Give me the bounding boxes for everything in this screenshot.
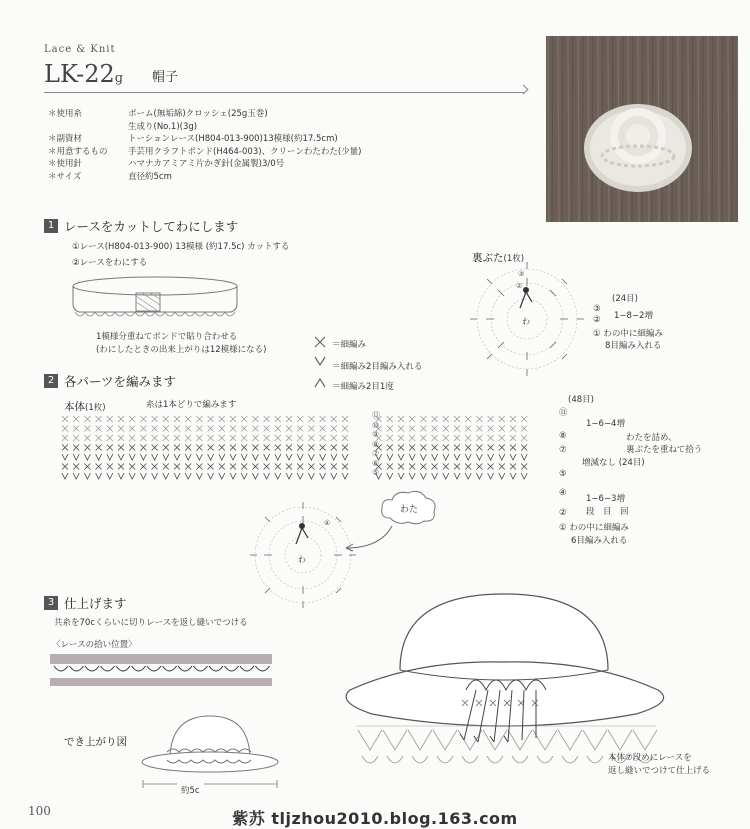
body-inc-top: 1−6−4増: [586, 419, 625, 429]
finished-label: でき上がり図: [64, 736, 127, 748]
row-label: ⑥: [372, 458, 380, 468]
step1-note2: (わにしたときの出来上がりは12模様になる): [96, 345, 267, 355]
step1-line1: ①レース(H804-013-900) 13模様 (約17.5c) カットする: [72, 242, 290, 252]
legend-dec: ＝細編み2目1度: [332, 382, 394, 392]
code-unit: g: [114, 71, 124, 86]
attach-note2: 返し縫いでつけて仕上げる: [608, 766, 711, 776]
body-chart: [56, 410, 556, 486]
step2-number: 2: [44, 374, 58, 388]
cotton-note1: わたを詰め、: [626, 433, 677, 443]
row-label: ⑧: [372, 439, 380, 449]
lid-title-text: 裏ぶた: [472, 252, 504, 264]
series-label: Lace & Knit: [44, 44, 116, 55]
row-label: ⑩: [372, 420, 380, 430]
legend-sc: ＝細編み: [332, 340, 367, 350]
lid-inc-note: 1−8−2増: [614, 311, 653, 321]
body-note: 糸は1本どりで編みます: [146, 400, 237, 410]
body-r1-note1: ① わの中に細編み: [559, 523, 629, 533]
body-step-row: 段 目 回: [586, 507, 629, 517]
lid-row2-label: ②: [516, 282, 523, 290]
finished-hat-diagram: [135, 708, 285, 792]
row-label: ⑨: [372, 430, 380, 439]
step3-number: 3: [44, 596, 58, 610]
materials-row: ＊サイズ 直径約5cm: [48, 171, 172, 182]
step1-line2: ②レースをわにする: [72, 258, 148, 268]
code-prefix: LK-: [44, 60, 85, 88]
code-number: 22: [84, 60, 115, 88]
row-label: ⑦: [372, 449, 380, 458]
lace-ring-diagram: [70, 272, 240, 328]
lace-strip: [50, 652, 272, 692]
materials-row: ＊使用糸 ボーム(無垢綿)クロッシェ(25g玉巻): [48, 109, 268, 119]
lid-r3: ③: [593, 304, 601, 314]
body-r2: ②: [559, 508, 567, 518]
step1-title: レースをカットしてわにします: [64, 219, 239, 234]
body-r8: ⑧: [559, 431, 567, 441]
materials-row: ＊使用針 ハマナカアミアミ片かぎ針(金属製)3/0号: [48, 159, 285, 170]
step1-heading: [44, 217, 238, 235]
sc-symbol-icon: [315, 337, 325, 347]
body-count: (1枚): [85, 403, 106, 413]
materials-table: [48, 108, 362, 184]
body-title: 本体: [64, 401, 85, 413]
step3-note: 共糸を70cくらいに切りレースを返し縫いでつける: [54, 618, 248, 628]
body-r1-note2: 6目編み入れる: [571, 536, 628, 546]
body-total: (48目): [568, 395, 594, 405]
step2-title: 各パーツを編みます: [64, 374, 177, 389]
materials-row: 生成り(No.1)(3g): [128, 121, 198, 132]
cotton-note2: 裏ぶたを重ねて拾う: [626, 445, 703, 455]
lid-r1-note2: 8目編み入れる: [605, 341, 662, 351]
cotton-label: わた: [400, 505, 419, 515]
dec-symbol-icon: [315, 379, 325, 387]
cotton-arrow-icon: [340, 524, 400, 554]
legend-inc: ＝細編み2目編み入れる: [332, 362, 423, 372]
pattern-code: [44, 60, 123, 88]
step3-heading: [44, 594, 127, 612]
body-row-labels: [372, 411, 392, 478]
watermark: 紫苏 tljzhou2010.blog.163.com: [232, 809, 518, 828]
materials-row: ＊副資材 トーションレース(H804-013-900)13模様(約17.5cm): [48, 134, 338, 145]
lid-r1-note1: ① わの中に細編み: [593, 329, 663, 339]
lid-total: (24目): [612, 294, 638, 304]
step3-title: 仕上げます: [64, 596, 127, 611]
materials-row: ＊用意するもの 手芸用クラフトボンド(H464-003)、クリーンわたわた(少量): [48, 146, 362, 157]
body-inc-bottom: 1−6−3増: [586, 494, 625, 504]
step1-note1: 1模様分重ねてボンドで貼り合わせる: [96, 332, 238, 342]
row-label: ⑤: [372, 468, 380, 477]
lid-chart: [470, 262, 584, 376]
size-label-box: [177, 778, 204, 797]
lace-pos-label: 〈レースの拾い位置〉: [52, 640, 137, 650]
lid-r2: ②: [593, 315, 601, 325]
hat-photo-illustration: [546, 36, 738, 222]
attach-note1: 本体⑦段めにレースを: [608, 753, 692, 763]
title-rule: [44, 92, 524, 93]
lid-count: (1枚): [503, 254, 525, 264]
row-label: ⑪: [372, 411, 380, 420]
body-r5: ⑤: [559, 469, 567, 479]
lid-row3-label: ③: [518, 270, 525, 278]
size-label: 約5c: [181, 786, 200, 796]
lid-center: わ: [522, 317, 530, 326]
body-r4: ④: [559, 488, 567, 498]
step2-heading: [44, 372, 176, 390]
body-no-change: 増減なし (24目): [582, 458, 645, 468]
page-number: 100: [28, 804, 51, 818]
crown-row4-label: ④: [324, 519, 331, 527]
body-r11: ⑪: [559, 408, 568, 418]
product-photo: [546, 36, 738, 222]
item-title: 帽子: [152, 70, 179, 85]
crown-center: わ: [298, 555, 306, 564]
body-r7: ⑦: [559, 445, 567, 455]
inc-symbol-icon: [315, 357, 325, 365]
step1-number: 1: [44, 219, 58, 233]
cotton-cloud-icon: [378, 488, 440, 528]
legend-symbols: [312, 333, 332, 393]
